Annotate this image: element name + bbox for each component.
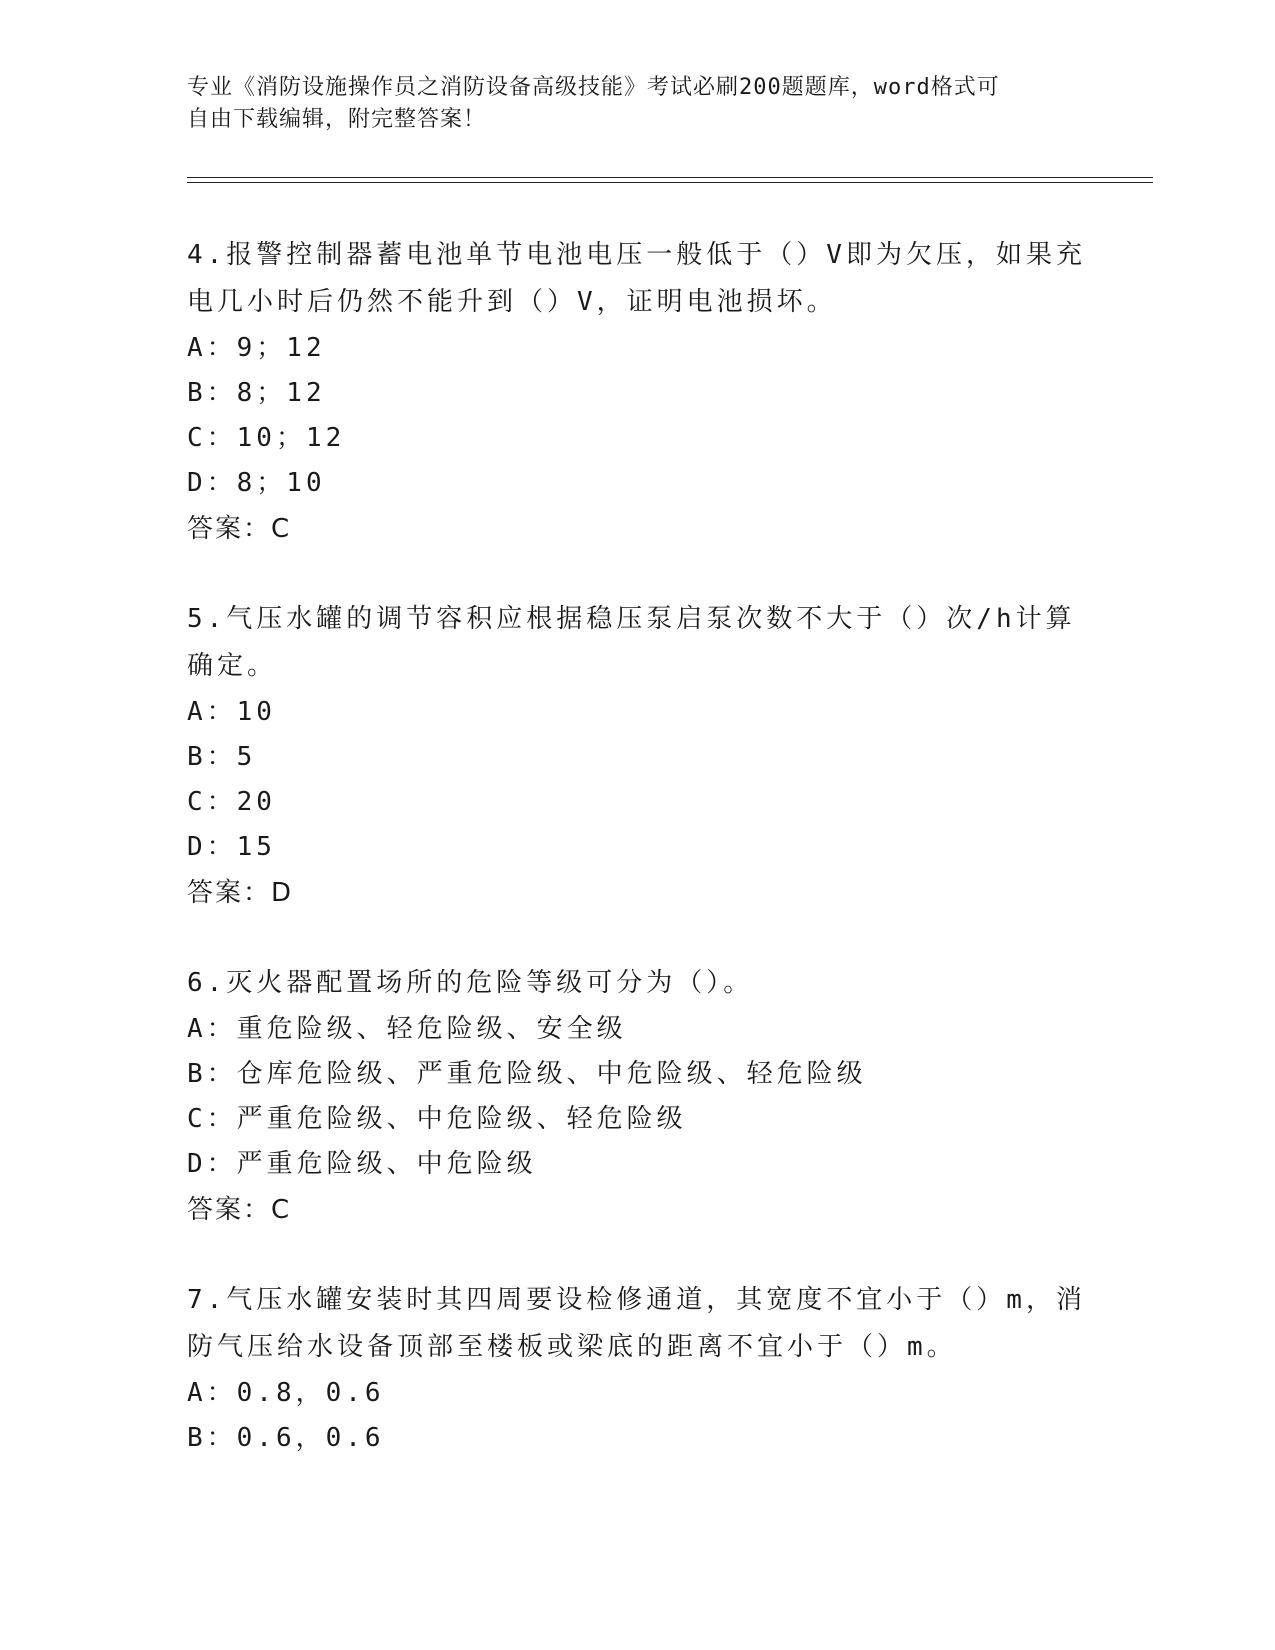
question-stem: 6.灭火器配置场所的危险等级可分为（）。 [187,968,754,998]
question-7 [187,1277,1087,1461]
option-a: A：10 [187,697,276,727]
option-a: A：9；12 [187,333,326,363]
option-c: C：20 [187,787,276,817]
option-b: B：5 [187,742,257,772]
option-b: B：8；12 [187,378,326,408]
question-stem: 5.气压水罐的调节容积应根据稳压泵启泵次数不大于（）次/h计算确定。 [187,604,1076,681]
answer-line: 答案：C [187,514,292,544]
question-stem: 7.气压水罐安装时其四周要设检修通道，其宽度不宜小于（）m，消防气压给水设备顶部至楼板或梁底的距离不宜小于（）m。 [187,1285,1086,1362]
option-d: D：15 [187,832,276,862]
question-6 [187,960,1087,1233]
option-a: A：0.8，0.6 [187,1378,385,1408]
option-b: B：仓库危险级、严重危险级、中危险级、轻危险级 [187,1059,867,1089]
header-rule-top [187,177,1153,178]
question-list [187,232,1087,1505]
option-c: C：10；12 [187,423,346,453]
question-4 [187,232,1087,552]
option-c: C：严重危险级、中危险级、轻危险级 [187,1104,687,1134]
document-header: 专业《消防设施操作员之消防设备高级技能》考试必刷200题题库，word格式可 自由下载编辑，附完整答案！ [187,75,1000,132]
answer-line: 答案：C [187,1195,292,1225]
option-d: D：8；10 [187,468,326,498]
question-stem: 4.报警控制器蓄电池单节电池电压一般低于（）V即为欠压，如果充电几小时后仍然不能升到（）V，证明电池损坏。 [187,240,1086,317]
question-5 [187,596,1087,916]
option-b: B：0.6，0.6 [187,1423,385,1453]
option-d: D：严重危险级、中危险级 [187,1149,537,1179]
answer-line: 答案：D [187,878,294,908]
header-rule-bottom [187,182,1153,183]
option-a: A：重危险级、轻危险级、安全级 [187,1014,627,1044]
